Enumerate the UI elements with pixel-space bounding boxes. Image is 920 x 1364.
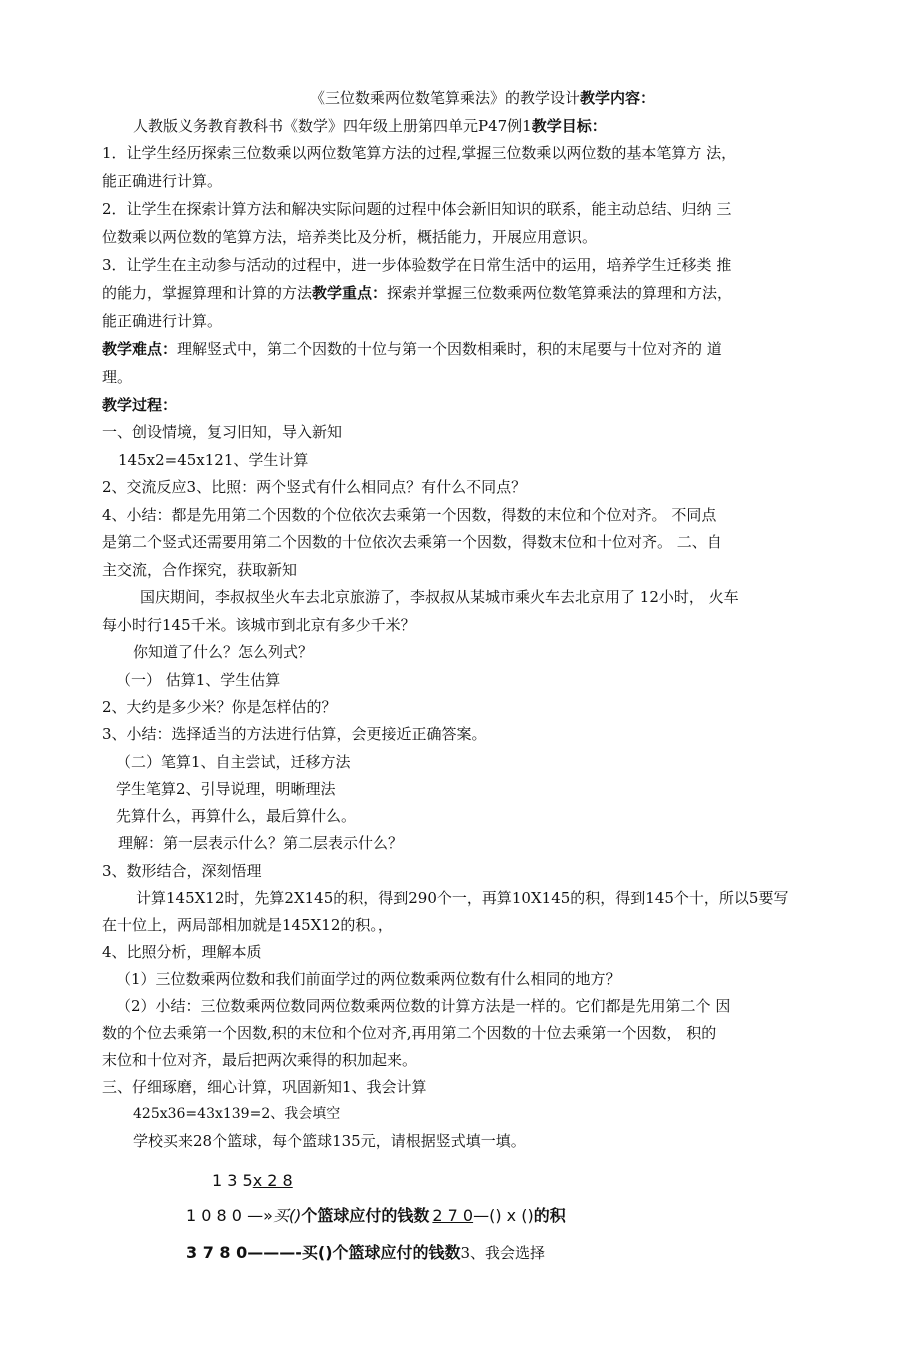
vertical-calc-row-1: 1 3 5x 2 8 [212, 1171, 293, 1190]
doc-line: 在十位上，两局部相加就是145X12的积。， [102, 916, 393, 934]
doc-line: 主交流，合作探究，获取新知 [102, 561, 298, 579]
heading-teaching-content: 教学内容： [580, 89, 656, 107]
doc-line: 3、小结：选择适当的方法进行估算，会更接近正确答案。 [102, 725, 487, 743]
doc-line: 一、创设情境，复习旧知，导入新知 [102, 423, 343, 441]
doc-line: 末位和十位对齐，最后把两次乘得的积加起来。 [102, 1051, 418, 1069]
doc-line: 先算什么，再算什么，最后算什么。 [116, 807, 357, 825]
doc-line: 2．让学生在探索计算方法和解决实际问题的过程中体会新旧知识的联系，能主动总结、归纳 三 [102, 200, 732, 218]
vertical-calc-row-2: 1 0 8 0 —»买()个篮球应付的钱数 2 7 0—() x ()的积 [186, 1206, 566, 1225]
doc-line: （二）笔算1、自主尝试，迁移方法 [116, 753, 351, 771]
doc-line: 理。 [102, 368, 133, 386]
doc-line: 学校买来28个篮球，每个篮球135元，请根据竖式填一填。 [133, 1132, 526, 1150]
doc-line: 4、小结：都是先用第二个因数的个位依次去乘第一个因数，得数的末位和个位对齐。 不同点 [102, 506, 717, 524]
heading-key-points: 教学重点： [312, 284, 388, 302]
doc-line [310, 88, 655, 108]
doc-line: 计算145X12时，先算2X145的积，得到290个一，再算10X145的积，得到145个十，所以5要写 [136, 889, 789, 907]
heading-difficulties: 教学难点： [102, 340, 178, 358]
doc-line: 能正确进行计算。 [102, 312, 223, 330]
doc-line: 1．让学生经历探索三位数乘以两位数笔算方法的过程,掌握三位数乘以两位数的基本笔算方 法， [102, 144, 737, 162]
doc-line: 位数乘以两位数的笔算方法，培养类比及分析，概括能力，开展应用意识。 [102, 228, 598, 246]
doc-line: 2、交流反应3、比照：两个竖式有什么相同点？有什么不同点？ [102, 478, 527, 496]
doc-line: 你知道了什么？怎么列式？ [133, 643, 314, 661]
doc-line: （1）三位数乘两位数和我们前面学过的两位数乘两位数有什么相同的地方？ [116, 970, 621, 988]
doc-line: 145x2=45x121、学生计算 [118, 451, 309, 469]
doc-line: 425x36=43x139=2、我会填空 [133, 1106, 341, 1122]
fill-blank-270: 2 7 0 [432, 1206, 474, 1225]
heading-teaching-process: 教学过程： [102, 396, 178, 414]
doc-line: 能正确进行计算。 [102, 172, 223, 190]
doc-line: 每小时行145千米。该城市到北京有多少千米？ [102, 616, 416, 634]
doc-line: （一） 估算1、学生估算 [116, 671, 281, 689]
doc-line: 是第二个竖式还需要用第二个因数的十位依次去乘第一个因数，得数末位和十位对齐。 二、自 [102, 533, 722, 551]
vertical-calc-row-3: 3 7 8 0———-买()个篮球应付的钱数3、我会选择 [186, 1243, 546, 1262]
doc-line: 人教版义务教育教科书《数学》四年级上册第四单元P47例1教学目标： [133, 117, 607, 135]
doc-line: 国庆期间，李叔叔坐火车去北京旅游了，李叔叔从某城市乘火车去北京用了 12小时， 火车 [140, 588, 739, 606]
doc-line: 理解：第一层表示什么？第二层表示什么？ [118, 834, 404, 852]
doc-line: 三、仔细琢磨，细心计算，巩固新知1、我会计算 [102, 1078, 427, 1096]
doc-line: 学生笔算2、引导说理，明晰理法 [116, 780, 336, 798]
doc-title: 《三位数乘两位数笔算乘法》的教学设计 [310, 89, 581, 107]
doc-line: 数的个位去乘第一个因数,积的末位和个位对齐,再用第二个因数的十位去乘第一个因数， 积的 [102, 1024, 717, 1042]
doc-line: 教学难点：理解竖式中，第二个因数的十位与第一个因数相乘时，积的末尾要与十位对齐的 道 [102, 340, 722, 358]
doc-line: 3．让学生在主动参与活动的过程中，进一步体验数学在日常生活中的运用，培养学生迁移类 推 [102, 256, 732, 274]
doc-line: 2、大约是多少米？你是怎样估的？ [102, 698, 337, 716]
doc-line: 4、比照分析，理解本质 [102, 943, 262, 961]
doc-line: （2）小结：三位数乘两位数同两位数乘两位数的计算方法是一样的。它们都是先用第二个 因 [116, 997, 731, 1015]
doc-line: 的能力，掌握算理和计算的方法教学重点：探索并掌握三位数乘两位数笔算乘法的算理和方法， [102, 284, 733, 302]
heading-teaching-goals: 教学目标： [531, 117, 607, 135]
doc-line: 3、数形结合，深刻悟理 [102, 862, 262, 880]
